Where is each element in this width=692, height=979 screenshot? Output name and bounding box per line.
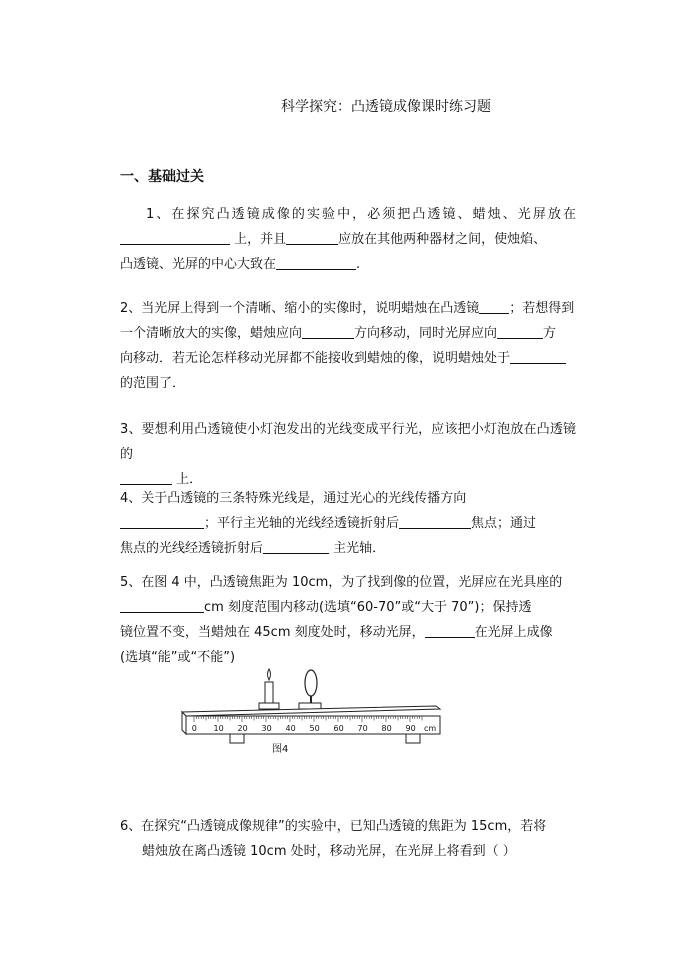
q5-text-c: 镜位置不变，当蜡烛在 45cm 刻度处时，移动光屏，	[120, 625, 425, 640]
q4-blank-3[interactable]	[263, 539, 329, 554]
ruler-tick-label: 50	[309, 724, 320, 733]
ruler-tick-label: 90	[405, 724, 416, 733]
optical-bench-figure	[174, 668, 444, 768]
q1-text-e: .	[356, 257, 361, 272]
bench-foot-left	[230, 734, 244, 743]
question-6	[120, 814, 598, 864]
q4-blank-2[interactable]	[399, 514, 471, 529]
question-4	[120, 486, 576, 561]
q2-blank-3[interactable]	[497, 324, 543, 339]
bench-foot-right	[406, 734, 420, 743]
q6-text-b: 蜡烛放在离凸透镜 10cm 处时，移动光屏，在光屏上将看到（ ）	[142, 844, 516, 859]
q6-text-a: 6、在探究“凸透镜成像规律”的实验中，已知凸透镜的焦距为 15cm，若将	[120, 819, 547, 834]
q3-blank-1[interactable]	[120, 470, 172, 485]
q4-text-e: 主光轴．	[333, 541, 386, 556]
question-2	[120, 296, 576, 396]
section-heading: 一、基础过关	[120, 169, 204, 185]
q3-text-a: 3、要想利用凸透镜使小灯泡发出的光线变成平行光，应该把小灯泡放在凸透镜的	[120, 422, 576, 462]
q2-text-d: 方向移动，同时光屏应向	[354, 326, 498, 341]
q2-text-g: 的范围了．	[120, 376, 186, 391]
ruler-tick-label: 0	[191, 724, 197, 733]
q5-blank-1[interactable]	[120, 598, 204, 613]
q5-text-b: cm 刻度范围内移动(选填“60-70”或“大于 70”)；保持透	[204, 600, 532, 615]
q4-text-d: 焦点的光线经透镜折射后	[120, 541, 264, 556]
ruler-tick-label: 10	[213, 724, 224, 733]
q5-text-e: (选填“能”或“不能”)	[120, 650, 236, 665]
ruler-tick-label: 40	[285, 724, 296, 733]
question-5	[120, 570, 576, 670]
ruler-tick-label: cm	[424, 724, 437, 733]
candle-icon	[259, 669, 279, 709]
q2-blank-1[interactable]	[479, 299, 509, 314]
ruler-tick-label: 20	[237, 724, 248, 733]
q1-blank-3[interactable]	[276, 255, 356, 270]
q2-text-f: 向移动．若无论怎样移动光屏都不能接收到蜡烛的像，说明蜡烛处于	[120, 351, 511, 366]
q5-text-a: 5、在图 4 中，凸透镜焦距为 10cm，为了找到像的位置，光屏应在光具座的	[120, 575, 563, 590]
q4-text-a: 4、关于凸透镜的三条特殊光线是，通过光心的光线传播方向	[120, 491, 467, 506]
q2-text-c: 一个清晰放大的实像，蜡烛应向	[120, 326, 303, 341]
ruler-tick-label: 70	[357, 724, 368, 733]
ruler-tick-label: 30	[261, 724, 272, 733]
lens-icon	[299, 670, 321, 709]
q4-text-b: ；平行主光轴的光线经透镜折射后	[204, 516, 400, 531]
figure-caption: 图4	[272, 744, 289, 755]
q2-blank-2[interactable]	[302, 324, 354, 339]
q5-blank-2[interactable]	[425, 623, 475, 638]
ruler-tick-label: 60	[333, 724, 344, 733]
q5-text-d: 在光屏上成像	[474, 625, 553, 640]
q2-blank-4[interactable]	[510, 349, 566, 364]
q2-text-b: ；若想得到	[509, 301, 575, 316]
q2-text-e: 方	[543, 326, 557, 341]
q3-text-b: 上．	[176, 472, 203, 487]
q1-text-d: 凸透镜、光屏的中心大致在	[120, 257, 277, 272]
q1-blank-1[interactable]	[120, 230, 230, 245]
ruler-tick-label: 80	[381, 724, 392, 733]
optical-bench-drawing	[174, 668, 444, 768]
page-title: 科学探究：凸透镜成像课时练习题	[281, 99, 491, 115]
q4-text-c: 焦点；通过	[471, 516, 537, 531]
q1-text-c: 应放在其他两种器材之间，使烛焰、	[338, 232, 547, 247]
question-1	[120, 202, 576, 277]
q1-text-a: 1、在探究凸透镜成像的实验中，必须把凸透镜、蜡烛、光屏放在	[146, 207, 576, 222]
question-3	[120, 417, 576, 492]
q1-blank-2[interactable]	[286, 230, 338, 245]
q2-text-a: 2、当光屏上得到一个清晰、缩小的实像时，说明蜡烛在凸透镜	[120, 301, 480, 316]
q4-blank-1[interactable]	[120, 514, 204, 529]
q1-text-b: 上，并且	[234, 232, 287, 247]
